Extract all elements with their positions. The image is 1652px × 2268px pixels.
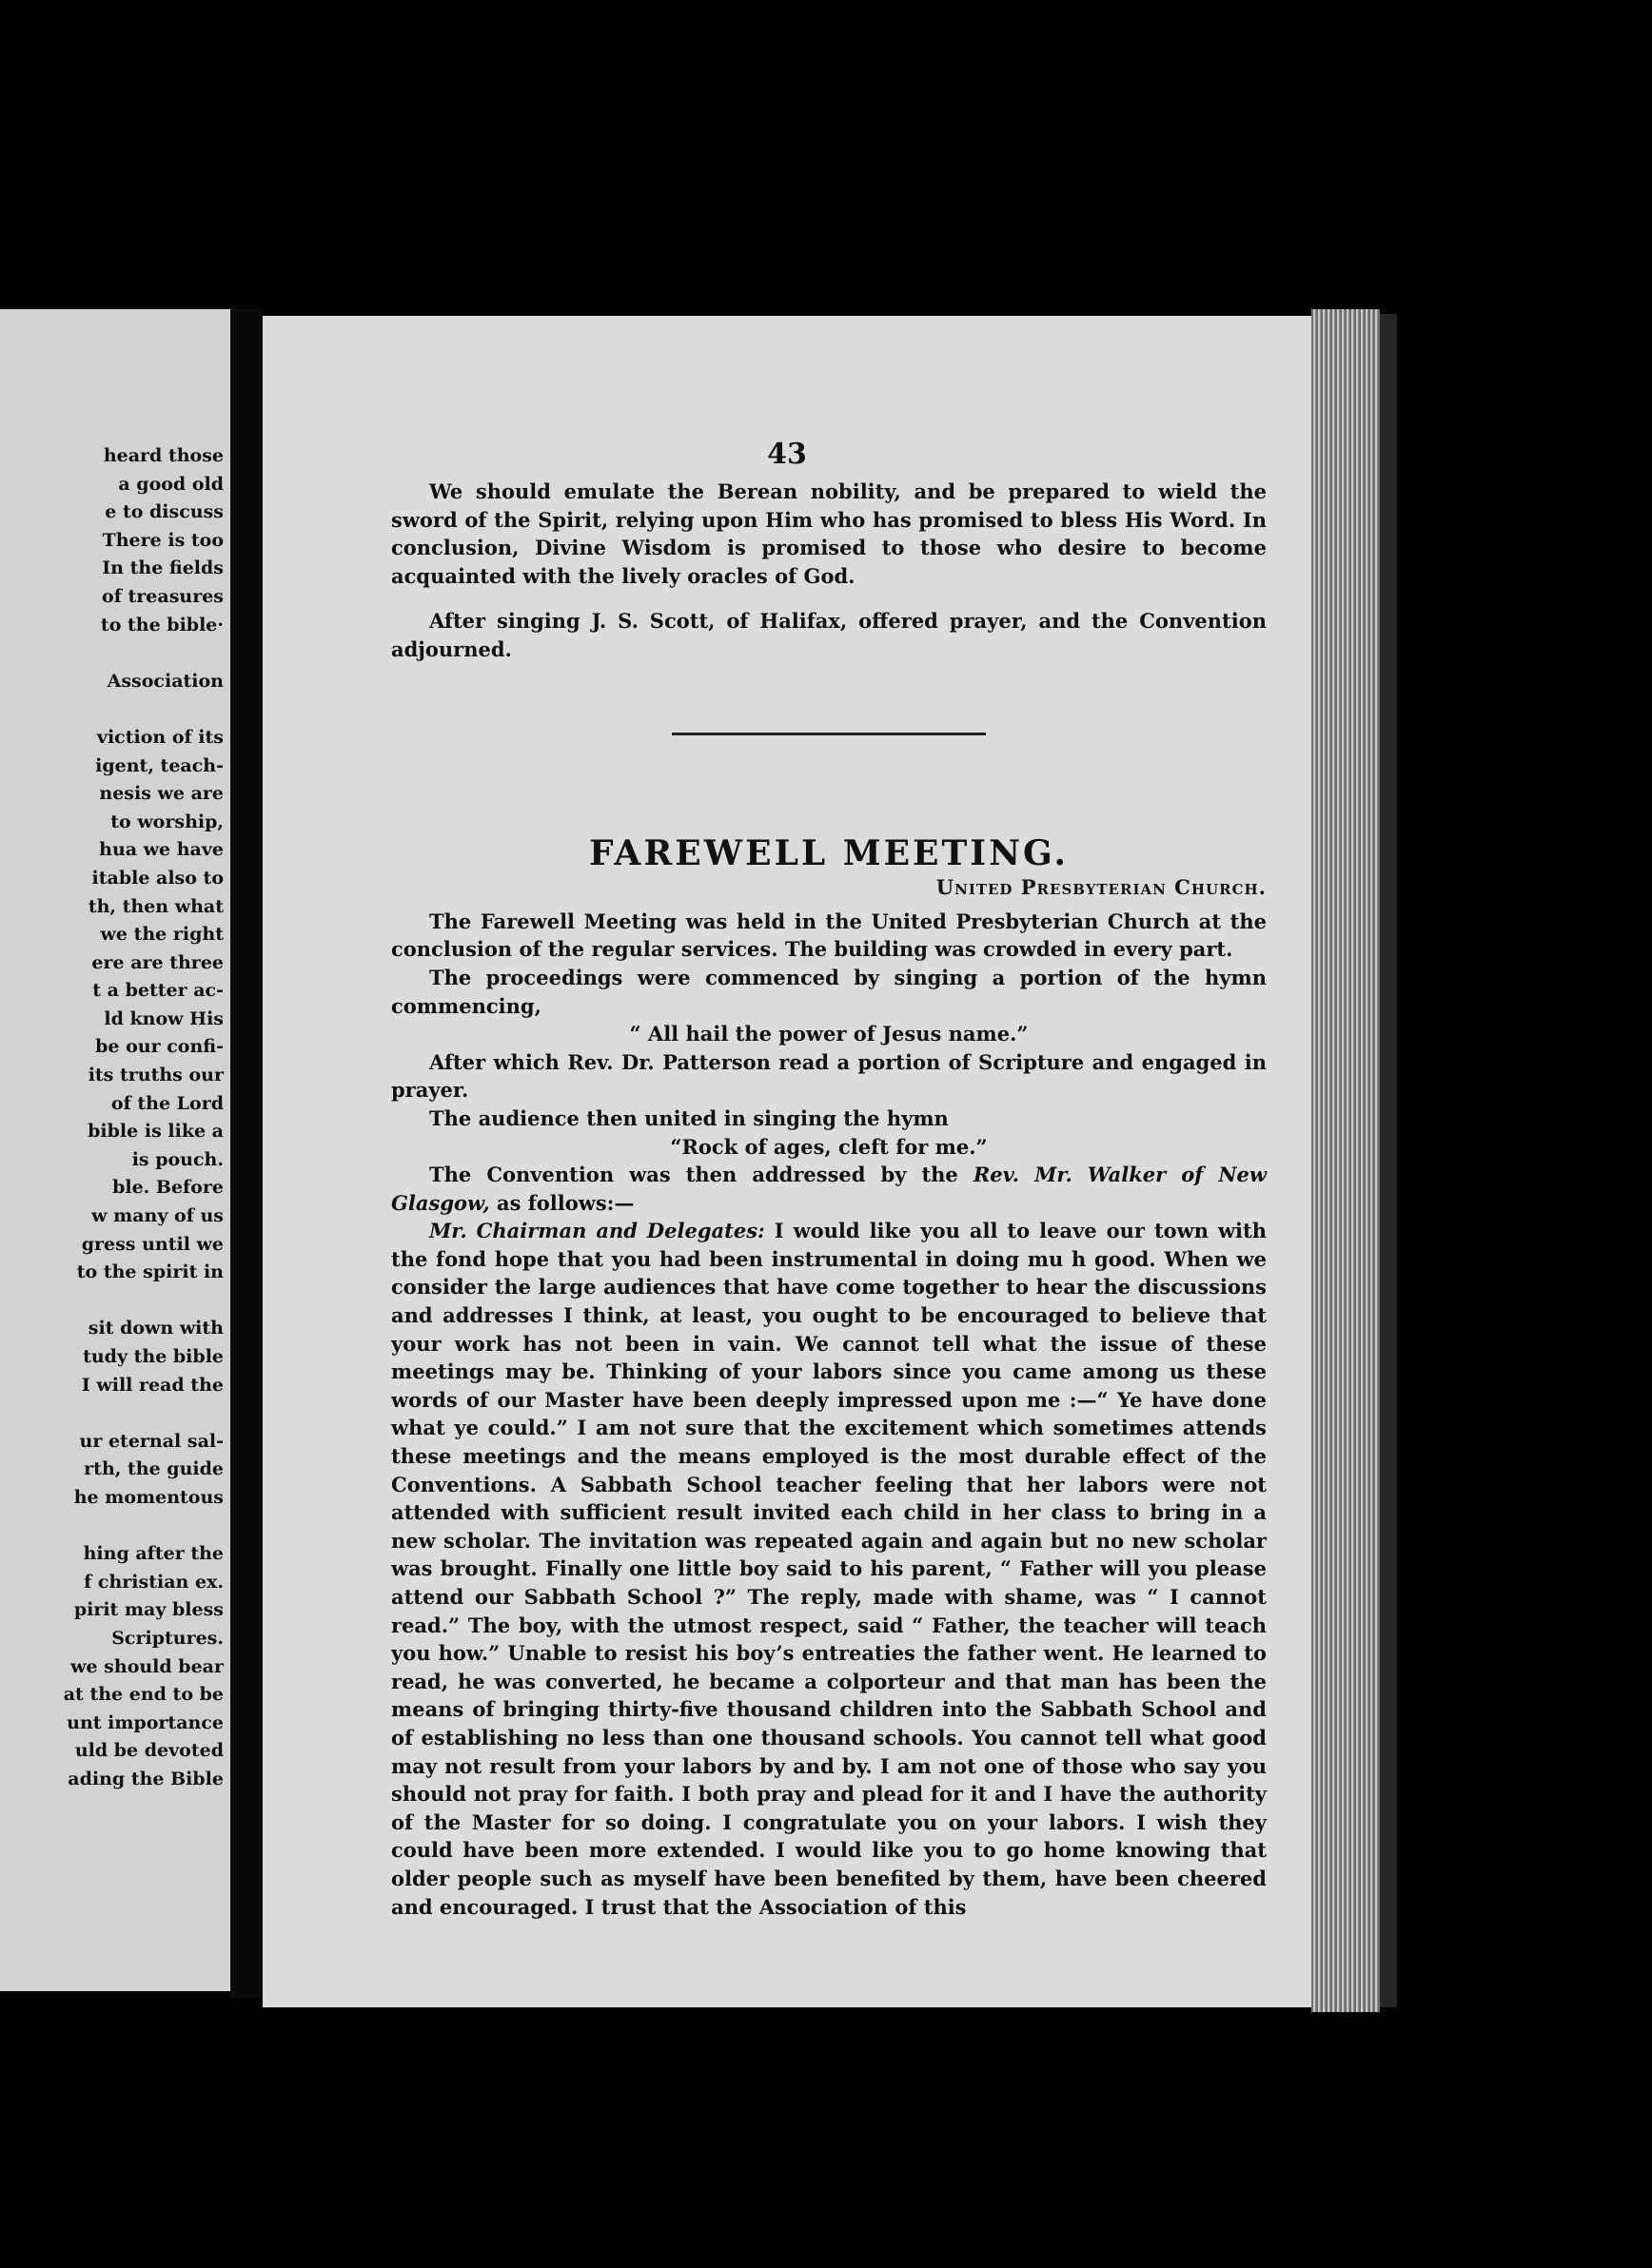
closing-line: After singing J. S. Scott, of Halifax, offered prayer, and the Convention adjourned. — [391, 609, 1267, 661]
left-page-line — [0, 695, 224, 724]
left-page-text — [0, 442, 224, 1794]
page-edges — [1311, 309, 1380, 2012]
section-subheading: United Presbyterian Church. — [935, 875, 1267, 900]
left-page-line: ur eternal sal- — [79, 1430, 224, 1452]
left-page-line: ading the Bible — [68, 1768, 224, 1789]
left-page-line: hua we have — [99, 839, 224, 861]
left-page-line: uld be devoted — [74, 1740, 224, 1762]
paragraph — [391, 1161, 1267, 1217]
left-page-line: of treasures — [102, 585, 224, 607]
left-page-line: a good old — [118, 473, 224, 495]
left-page-line: sit down with — [88, 1318, 224, 1339]
right-page — [263, 316, 1311, 2007]
paragraph: The proceedings were commenced by singing a portion of the hymn commencing, — [391, 965, 1267, 1018]
left-page-line: we the right — [100, 924, 224, 946]
left-page-line: gress until we — [81, 1233, 224, 1255]
left-page-line: Scriptures. — [111, 1627, 224, 1649]
section-divider — [672, 733, 986, 735]
left-page-line: to the bible· — [100, 614, 224, 635]
book-gutter — [230, 309, 263, 1998]
address-body: I would like you all to leave our town with the fond hope that you had been instrumental in doing mu h good. When we consider the large audiences that have come together to hear the discussions and addresses I think, at least, you ought to be encouraged to believe that your work has not been in vain. We cannot tell what the issue of these meetings may be. Thinking of your labors since you came among us these words of our Master have been deeply impressed upon me :—“ Ye have done what ye could.” I am not sure that the excitement which sometimes attends these meetings and the means employed is the most durable effect of the Conventions. A Sabbath School teacher feeling that her labors were not attended with sufficient result invited each child in her class to bring in a new scholar. The invitation was repeated again and again but no new scholar was brought. Finally one little boy said to his parent, “ Father will you please attend our Sabbath School ?” The reply, made with shame, was “ I cannot read.” The boy, with the utmost respect, said “ Father, the teacher will teach you how.” Unable to resist his boy’s entreaties the father went. He learned to read, he was converted, he became a colporteur and that man has been the means of bringing thirty-five thousand children into the Sabbath School and of establishing no less than one thousand schools. You cannot tell what good may not result from your labors by and by. I am not one of those who say you should not pray for faith. I both pray and plead for it and I have the authority of the Master for so doing. I congratulate you on your labors. I wish they could have been more extended. I would like you to go home knowing that older people such as myself have been benefited by them, have been cheered and encouraged. I trust that the Association of this — [391, 1219, 1268, 1919]
left-page — [0, 309, 230, 1991]
left-page-line: its truths our — [88, 1065, 224, 1086]
left-page-line: hing after the — [83, 1543, 224, 1565]
address-salutation: Mr. Chairman and Delegates: — [429, 1219, 765, 1243]
left-page-line: is pouch. — [131, 1148, 224, 1170]
left-page-line — [0, 1399, 224, 1428]
left-page-line: bible is like a — [88, 1121, 224, 1143]
left-page-line: we should bear — [70, 1655, 224, 1677]
paragraph: The audience then united in singing the hymn — [429, 1105, 949, 1130]
left-page-line: f christian ex. — [84, 1571, 224, 1593]
left-page-line: tudy the bible — [83, 1346, 224, 1367]
page-number: 43 — [767, 438, 807, 471]
paragraph-text: The Convention was then addressed by the — [429, 1163, 974, 1187]
hymn-line: “ All hail the power of Jesus name.” — [629, 1022, 1029, 1046]
left-page-line: ere are three — [91, 951, 224, 973]
page-content — [391, 478, 1267, 1921]
paragraph: After which Rev. Dr. Patterson read a portion of Scripture and engaged in prayer. — [391, 1049, 1267, 1103]
left-page-line: I will read the — [81, 1374, 224, 1396]
left-page-line: e to discuss — [105, 501, 224, 523]
left-page-line: at the end to be — [63, 1684, 224, 1706]
book-cover — [1380, 314, 1397, 2007]
left-page-line: Association — [107, 670, 224, 692]
left-page-line: ble. Before — [112, 1177, 224, 1199]
left-page-line: pirit may bless — [73, 1599, 224, 1621]
left-page-line: w many of us — [91, 1205, 224, 1227]
paragraph: The Farewell Meeting was held in the United Presbyterian Church at the conclusion of the regular services. The building was crowded in every part. — [391, 909, 1267, 962]
left-page-line: itable also to — [91, 867, 224, 889]
left-page-line: to the spirit in — [76, 1261, 224, 1283]
hymn-line: “Rock of ages, cleft for me.” — [670, 1134, 988, 1159]
section-heading: FAREWELL MEETING. — [588, 832, 1070, 873]
left-page-line: to worship, — [110, 811, 224, 832]
left-page-line: rth, the guide — [84, 1458, 224, 1480]
left-page-line: igent, teach- — [95, 754, 224, 776]
left-page-line — [0, 1513, 224, 1541]
left-page-line: t a better ac- — [92, 980, 224, 1002]
left-page-line: There is too — [102, 529, 224, 551]
left-page-line: of the Lord — [110, 1092, 224, 1114]
left-page-line: ld know His — [104, 1007, 224, 1029]
left-page-line: th, then what — [88, 895, 224, 917]
intro-paragraph: We should emulate the Berean nobility, and be prepared to wield the sword of the Spirit, relying upon Him who has promised to bless His Word. In conclusion, Divine Wisdom is promised to those who desire to become acquainted with the lively oracles of God. — [391, 479, 1267, 588]
speaker-name: Rev. Mr. Walker of New Glasgow, — [391, 1163, 1267, 1215]
left-page-line: In the fields — [102, 557, 224, 579]
left-page-line: he momentous — [73, 1486, 224, 1508]
left-page-line — [0, 639, 224, 668]
left-page-line: viction of its — [96, 726, 224, 748]
paragraph-text: as follows:— — [489, 1190, 635, 1215]
left-page-line: nesis we are — [99, 783, 224, 805]
left-page-line — [0, 1287, 224, 1316]
left-page-line: heard those — [103, 445, 224, 466]
left-page-line: unt importance — [67, 1711, 224, 1733]
address-paragraph — [391, 1217, 1267, 1921]
left-page-line: be our confi- — [95, 1036, 224, 1058]
